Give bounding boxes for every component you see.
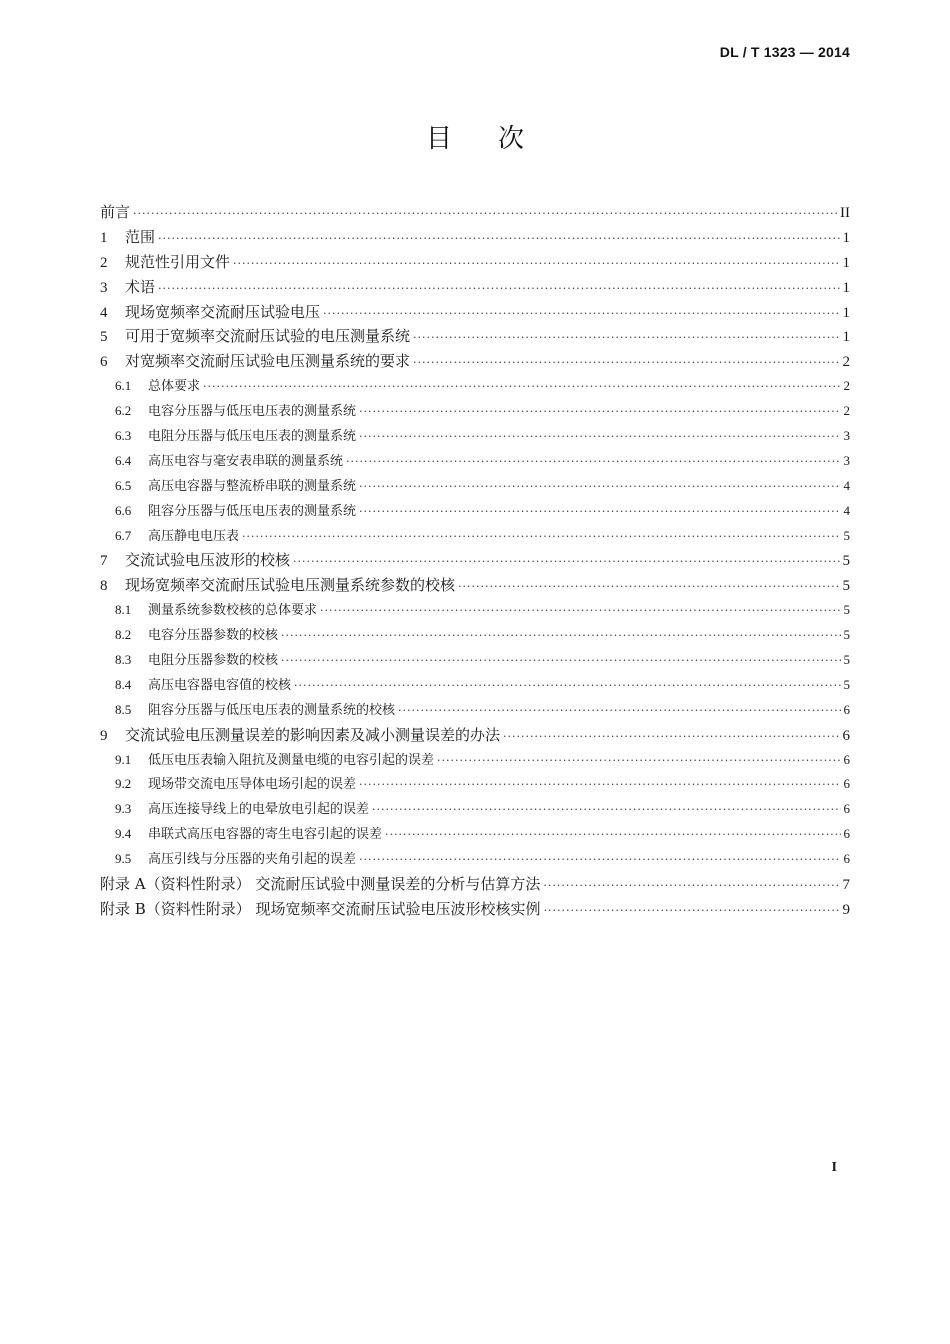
toc-entry-page: 5 (843, 627, 850, 643)
toc-entry-title: 高压连接导线上的电晕放电引起的误差 (148, 802, 370, 818)
toc-leader-dots (413, 326, 839, 351)
toc-leader-dots (543, 874, 839, 899)
toc-entry-title: 阻容分压器与低压电压表的测量系统的校核 (148, 702, 396, 718)
page-number: I (831, 1160, 837, 1175)
toc-leader-dots (458, 575, 839, 600)
toc-entry-number: 2 (100, 254, 108, 271)
toc-entry-title: 高压静电电压表 (148, 528, 240, 544)
toc-entry-page: 7 (842, 877, 850, 894)
toc-entry-number: 3 (100, 279, 108, 296)
toc-leader-dots (413, 351, 839, 376)
toc-entry[interactable] (100, 648, 850, 673)
toc-leader-dots (503, 725, 839, 750)
toc-entry-title: 串联式高压电容器的寄生电容引起的误差 (148, 827, 383, 843)
toc-entry-number: 8.4 (115, 676, 132, 692)
toc-entry[interactable] (100, 424, 850, 449)
toc-entry[interactable] (100, 623, 850, 648)
toc-entry[interactable] (100, 524, 850, 549)
toc-entry-number: 9.5 (115, 851, 132, 867)
toc-leader-dots (233, 252, 839, 277)
toc-entry-title: 附录 A（资料性附录） 交流耐压试验中测量误差的分析与估算方法 (100, 875, 541, 894)
toc-entry-page: 4 (843, 477, 850, 493)
toc-entry-number: 7 (100, 553, 108, 570)
toc-entry-number: 4 (100, 304, 108, 321)
toc-leader-dots (398, 699, 840, 724)
toc-entry-title: 电阻分压器与低压电压表的测量系统 (148, 429, 357, 445)
toc-entry-title: 电阻分压器参数的校核 (148, 653, 279, 669)
toc-leader-dots (203, 375, 840, 400)
toc-leader-dots (320, 599, 840, 624)
toc-entry-page: 5 (842, 578, 850, 595)
toc-entry-page: 5 (843, 527, 850, 543)
toc-entry-page: 1 (842, 229, 850, 246)
toc-entry-page: 5 (843, 652, 850, 668)
toc-entry-number: 8.5 (115, 701, 132, 717)
toc-entry-number: 6.3 (115, 428, 132, 444)
toc-leader-dots (293, 550, 839, 575)
toc-entry-number: 8.3 (115, 652, 132, 668)
toc-leader-dots (158, 227, 839, 252)
toc-entry-number: 5 (100, 329, 108, 346)
toc-entry-page: 6 (843, 776, 850, 792)
toc-entry[interactable] (100, 772, 850, 797)
toc-entry[interactable] (100, 897, 850, 922)
toc-entry[interactable] (100, 573, 850, 598)
toc-entry[interactable] (100, 449, 850, 474)
toc-leader-dots (359, 400, 840, 425)
toc-entry-page: 2 (843, 378, 850, 394)
toc-entry-title: 规范性引用文件 (125, 252, 231, 271)
toc-entry-title: 附录 B（资料性附录） 现场宽频率交流耐压试验电压波形校核实例 (100, 899, 541, 918)
toc-entry-title: 电容分压器参数的校核 (148, 628, 279, 644)
toc-entry[interactable] (100, 200, 850, 225)
toc-leader-dots (385, 823, 840, 848)
toc-entry[interactable] (100, 474, 850, 499)
toc-entry-number: 8.1 (115, 602, 132, 618)
page-title: 目次 (425, 124, 570, 154)
toc-entry-page: 9 (842, 901, 850, 918)
toc-entry-title: 术语 (125, 277, 156, 296)
toc-entry-title: 交流试验电压波形的校核 (125, 551, 291, 570)
toc-entry[interactable] (100, 250, 850, 275)
toc-leader-dots (133, 202, 837, 227)
toc-leader-dots (281, 624, 840, 649)
toc-entry-title: 范围 (125, 227, 156, 246)
toc-entry-number: 6.1 (115, 378, 132, 394)
toc-entry[interactable] (100, 300, 850, 325)
toc-entry-number: 6.7 (115, 527, 132, 543)
toc-entry[interactable] (100, 349, 850, 374)
toc-entry-number: 6.6 (115, 502, 132, 518)
toc-entry-title: 高压引线与分压器的夹角引起的误差 (148, 852, 357, 868)
document-code: DL / T 1323 — 2014 (719, 44, 850, 60)
toc-entry-page: 6 (842, 727, 850, 744)
toc-leader-dots (323, 302, 839, 327)
toc-entry-number: 6.2 (115, 403, 132, 419)
toc-entry-title: 可用于宽频率交流耐压试验的电压测量系统 (125, 327, 411, 346)
toc-leader-dots (294, 674, 840, 699)
toc-entry[interactable] (100, 598, 850, 623)
toc-leader-dots (372, 798, 840, 823)
toc-entry-page: 1 (842, 279, 850, 296)
toc-entry-title: 高压电容器与整流桥串联的测量系统 (148, 478, 357, 494)
toc-leader-dots (359, 475, 840, 500)
toc-entry[interactable] (100, 399, 850, 424)
toc-leader-dots (158, 277, 839, 302)
toc-entry-page: 5 (843, 676, 850, 692)
toc-entry-title: 总体要求 (148, 379, 201, 395)
toc-entry-title: 低压电压表输入阻抗及测量电缆的电容引起的误差 (148, 752, 435, 768)
toc-entry-page: 1 (842, 304, 850, 321)
toc-entry-page: 2 (843, 403, 850, 419)
toc-entry[interactable] (100, 723, 850, 748)
toc-entry-number: 6.4 (115, 452, 132, 468)
toc-entry[interactable] (100, 698, 850, 723)
toc-entry-title: 阻容分压器与低压电压表的测量系统 (148, 503, 357, 519)
toc-entry-page: 6 (843, 826, 850, 842)
toc-entry-page: 1 (842, 254, 850, 271)
toc-entry[interactable] (100, 275, 850, 300)
toc-entry-page: 6 (843, 801, 850, 817)
toc-entry-title: 对宽频率交流耐压试验电压测量系统的要求 (125, 352, 411, 371)
toc-entry[interactable] (100, 374, 850, 399)
toc-leader-dots (359, 848, 840, 873)
toc-leader-dots (544, 899, 840, 924)
toc-entry-page: 6 (843, 701, 850, 717)
toc-leader-dots (281, 649, 840, 674)
toc-entry-number: 1 (100, 229, 108, 246)
toc-entry[interactable] (100, 499, 850, 524)
toc-entry-title: 现场带交流电压导体电场引起的误差 (148, 777, 357, 793)
toc-entry-page: 1 (842, 329, 850, 346)
toc-entry[interactable] (100, 324, 850, 349)
toc-entry[interactable] (100, 797, 850, 822)
toc-entry-page: 5 (843, 602, 850, 618)
toc-entry-page: 3 (843, 428, 850, 444)
toc-leader-dots (346, 450, 840, 475)
toc-entry-number: 9.1 (115, 751, 132, 767)
toc-entry[interactable] (100, 225, 850, 250)
toc-entry[interactable] (100, 548, 850, 573)
toc-entry-title: 交流试验电压测量误差的影响因素及减小测量误差的办法 (125, 725, 501, 744)
toc-entry-number: 8.2 (115, 627, 132, 643)
toc-entry[interactable] (100, 872, 850, 897)
toc-entry-number: 6 (100, 354, 108, 371)
toc-entry[interactable] (100, 822, 850, 847)
toc-entry[interactable] (100, 748, 850, 773)
toc-entry-title: 测量系统参数校核的总体要求 (148, 603, 318, 619)
toc-leader-dots (359, 425, 840, 450)
toc-entry-number: 9.4 (115, 826, 132, 842)
toc-entry-title: 高压电容器电容值的校核 (148, 677, 292, 693)
toc-entry-page: 3 (843, 452, 850, 468)
toc-entry-title: 电容分压器与低压电压表的测量系统 (148, 404, 357, 420)
toc-leader-dots (437, 749, 840, 774)
toc-entry-number: 6.5 (115, 477, 132, 493)
table-of-contents (100, 200, 850, 922)
toc-entry-number: 9.2 (115, 776, 132, 792)
toc-entry-page: II (840, 205, 850, 221)
toc-leader-dots (359, 773, 840, 798)
toc-entry-title: 前言 (100, 203, 131, 221)
toc-entry[interactable] (100, 847, 850, 872)
toc-entry-page: 6 (843, 751, 850, 767)
toc-entry[interactable] (100, 673, 850, 698)
toc-entry-number: 9 (100, 727, 108, 744)
toc-entry-title: 高压电容与毫安表串联的测量系统 (148, 453, 344, 469)
toc-leader-dots (359, 500, 840, 525)
toc-entry-number: 8 (100, 578, 108, 595)
toc-entry-title: 现场宽频率交流耐压试验电压 (125, 302, 321, 321)
toc-entry-title: 现场宽频率交流耐压试验电压测量系统参数的校核 (125, 576, 456, 595)
toc-leader-dots (242, 525, 840, 550)
toc-entry-page: 4 (843, 502, 850, 518)
toc-entry-number: 9.3 (115, 801, 132, 817)
toc-entry-page: 6 (843, 851, 850, 867)
toc-entry-page: 2 (842, 354, 850, 371)
toc-entry-page: 5 (842, 553, 850, 570)
